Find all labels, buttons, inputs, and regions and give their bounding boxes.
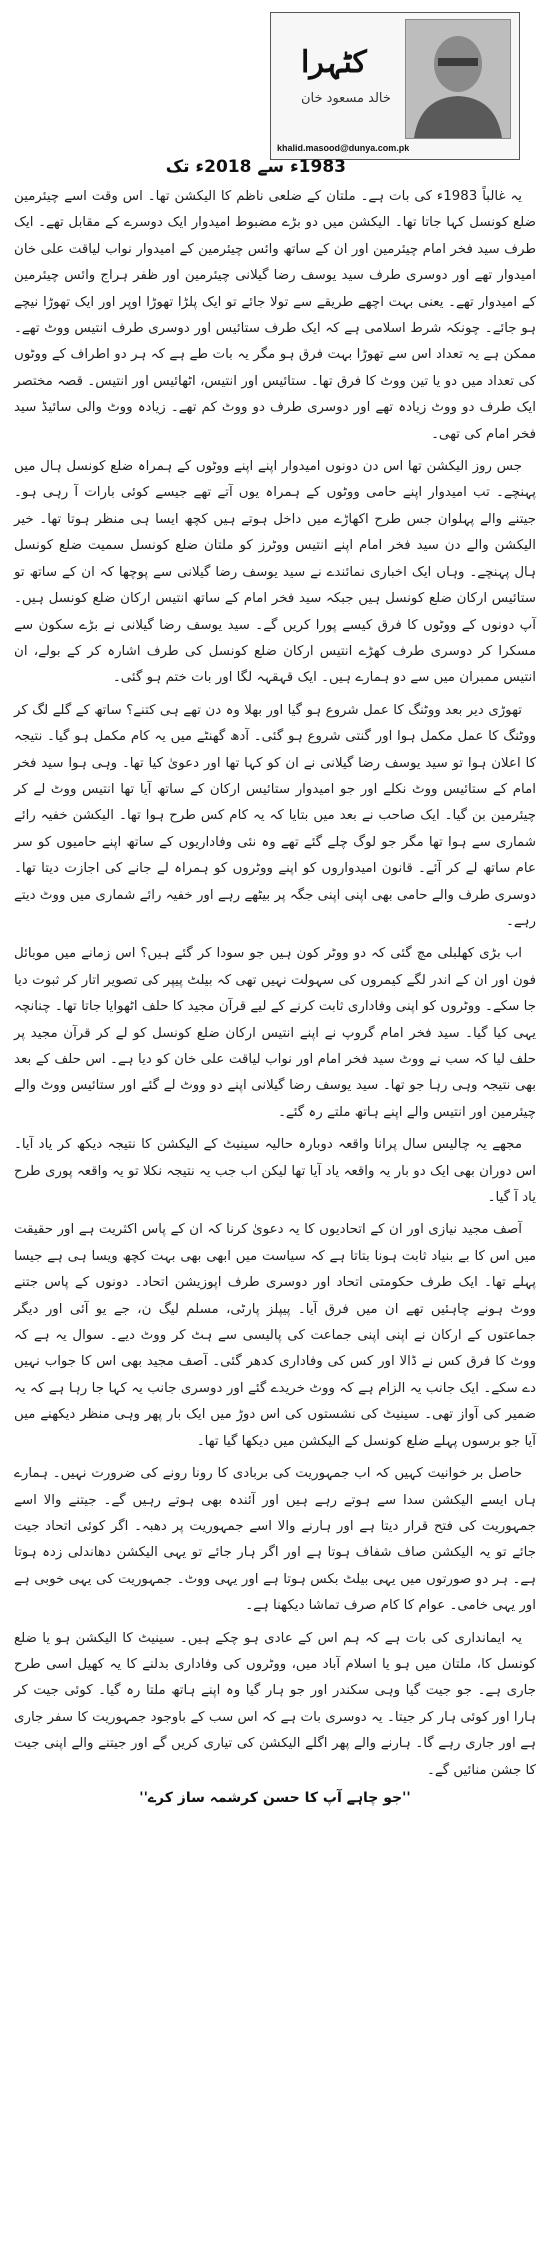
paragraph: مجھے یہ چالیس سال پرانا واقعہ دوبارہ حالیہ سینیٹ کے الیکشن کا نتیجہ دیکھ کر یاد آیا۔ اس دوران بھی ایک دو بار یہ واقعہ یاد آیا تھا لیکن اب جب یہ نتیجہ نکلا تو یہ واقعہ پوری طرح یاد آ گیا۔ (14, 1137, 536, 1206)
paragraph: یہ ایمانداری کی بات ہے کہ ہم اس کے عادی ہو چکے ہیں۔ سینیٹ کا الیکشن ہو یا ضلع کونسل کا، ملتان میں ہو یا اسلام آباد میں، ووٹروں کی وفاداری بدلنے کا یہ کھیل اسی طرح جاری ہے۔ جو جیت گیا وہی سکندر اور جو ہار گیا وہ اپنے ہاتھ ملتا رہ گیا۔ کوئی جیت کر ہارا اور کوئی ہار کر جیتا۔ یہ دوسری بات ہے کہ اس سب کے باوجود جمہوریت کا سفر جاری ہے اور جاری رہے گا۔ ہارنے والے پھر اگلے الیکشن کی تیاری کریں گے اور جیتنے والے اپنی جیت کا جشن منائیں گے۔ (14, 1630, 536, 1778)
paragraph: تھوڑی دیر بعد ووٹنگ کا عمل شروع ہو گیا اور بھلا وہ دن تھے ہی کتنے؟ ساتھ کے گلے لگ کر ووٹنگ کا عمل مکمل ہوا اور گنتی شروع ہو گئی۔ آدھ گھنٹے میں یہ کام مکمل ہو گیا۔ نتیجہ کا اعلان ہوا تو سید یوسف رضا گیلانی نے ان کو کہا تھا اور دعویٰ کیا تھا۔ وہی ہوا سید فخر امام کے ستائیس ووٹ نکلے اور جو امیدوار ستائیس ارکان کے ساتھ آیا تھا انتیس ووٹ لے کر چیئرمین بن گیا۔ ایک صاحب نے بعد میں بتایا کہ یہ کام کس طرح ہوا تھا۔ الیکشن خفیہ رائے شماری سے ہوا تھا مگر جو لوگ چلے گئے تھے وہ نئی وفاداریوں کے ساتھ اپنے حامیوں کو سر عام ساتھ لے کر آئے۔ قانون امیدواروں کو اپنے ووٹروں کو ہمراہ لے جانے کی اجازت دیتا تھا۔ دوسری طرف والے حامی بھی اپنی اپنی جگہ پر بیٹھے رہے اور خفیہ رائے شماری میں ووٹ دیتے رہے۔ (14, 702, 536, 929)
paragraph: حاصل بر خوانیت کہیں کہ اب جمہوریت کی بربادی کا رونا رونے کی ضرورت نہیں۔ ہمارے ہاں ایسے الیکشن سدا سے ہوتے رہے ہیں اور آئندہ بھی ہوتے رہیں گے۔ جیتنے والا اسے جمہوریت کی فتح قرار دیتا ہے اور ہارنے والا اسے جمہوریت پر دھبہ۔ اگر کوئی اتحاد جیت جائے تو یہ الیکشن صاف شفاف ہوتا ہے اور اگر ہار جائے تو یہی الیکشن دھاندلی زدہ ہوتا ہے۔ ہر دو صورتوں میں یہی بیلٹ بکس ہوتا ہے اور یہی ووٹ۔ جمہوریت کی یہی خوبی ہے اور یہی خامی۔ عوام کا کام صرف تماشا دیکھنا ہے۔ (14, 1466, 536, 1614)
headline: 1983ء سے 2018ء تک (165, 157, 346, 177)
paragraph: آصف مجید نیازی اور ان کے اتحادیوں کا یہ دعویٰ کرنا کہ ان کے پاس اکثریت ہے اور حقیقت میں اس کا بے بنیاد ثابت ہونا بتاتا ہے کہ سیاست میں ابھی بھی بہت کچھ ویسا ہی ہے جیسا پہلے تھا۔ ایک طرف حکومتی اتحاد اور دوسری طرف اپوزیشن اتحاد۔ دونوں کے پاس جتنے ووٹ ہونے چاہئیں تھے ان میں فرق آیا۔ پیپلز پارٹی، مسلم لیگ ن، جے یو آئی اور دیگر جماعتوں کے ارکان نے اپنی اپنی جماعت کی پالیسی سے ہٹ کر ووٹ دیے۔ سوال یہ ہے کہ ووٹ کا فرق کس نے ڈالا اور کس کی وفاداری کدھر گئی۔ آصف مجید بھی اس کا جواب نہیں دے سکے۔ ایک جانب یہ الزام ہے کہ ووٹ خریدے گئے اور دوسری جانب یہ کہا جا رہا ہے کہ یہ ضمیر کی آواز تھی۔ سینیٹ کی نشستوں کی اس دوڑ میں ایک بار پھر وہی منظر دیکھنے میں آیا جو برسوں پہلے ضلع کونسل کے الیکشن میں دیکھا گیا تھا۔ (14, 1222, 536, 1449)
author-portrait-icon (406, 20, 510, 138)
masthead (14, 8, 536, 176)
article-body (14, 184, 536, 1784)
closing-line: ''جو چاہے آپ کا حسن کرشمہ ساز کرے'' (139, 1789, 411, 1806)
column-logo (270, 12, 520, 160)
author-name: خالد مسعود خان (301, 91, 391, 106)
column-title: کٹہرا (301, 45, 367, 80)
author-email: khalid.masood@dunya.com.pk (277, 143, 410, 153)
paragraph: یہ غالباً 1983ء کی بات ہے۔ ملتان کے ضلعی ناظم کا الیکشن تھا۔ اس وقت اسے چیئرمین ضلع کونسل کہا جاتا تھا۔ الیکشن میں دو بڑے مضبوط امیدوار ایک دوسرے کے مقابل تھے۔ ایک طرف سید فخر امام چیئرمین اور ان کے ساتھ وائس چیئرمین کے امیدوار نواب لیاقت علی خان امیدوار تھے اور دوسری طرف سید یوسف رضا گیلانی چیئرمین اور ظفر ہراج وائس چیئرمین کے امیدوار تھے۔ یعنی بہت اچھے طریقے سے تولا جائے تو ایک پلڑا تھوڑا اوپر اور ایک تھوڑا نیچے ہو جائے۔ چونکہ شرط اسلامی ہے کہ ایک طرف ستائیس اور دوسری طرف انتیس ووٹ تھے۔ ممکن ہے یہ تعداد اس سے تھوڑا بہت فرق ہو مگر یہ بات طے ہے کہ ہر دو اطراف کے ووٹوں کی تعداد میں دو یا تین ووٹ کا فرق تھا۔ ستائیس اور انتیس، اٹھائیس اور انتیس۔ قصہ مختصر ایک طرف دو ووٹ زیادہ تھے اور دوسری طرف دو ووٹ کم تھے۔ زیادہ ووٹ والی سائیڈ سید فخر امام کی تھی۔ (14, 189, 536, 442)
paragraph: جس روز الیکشن تھا اس دن دونوں امیدوار اپنے اپنے ووٹوں کے ہمراہ ضلع کونسل ہال میں پہنچے۔ تب امیدوار اپنے حامی ووٹوں کے ہمراہ یوں آتے تھے جیسے کوئی بارات آ رہی ہو۔ جیتنے والے پہلوان جس طرح اکھاڑے میں داخل ہوتے ہیں کچھ ایسا ہی منظر ہوتا تھا۔ خیر الیکشن والے دن سید فخر امام اپنے انتیس ووٹرز کو ملتان ضلع کونسل سمیت ضلع کونسل ہال پہنچے۔ وہاں ایک اخباری نمائندے نے سید یوسف رضا گیلانی سے پوچھا کہ ان کے ساتھ تو ستائیس ارکان ضلع کونسل ہیں جبکہ سید فخر امام کے ساتھ انتیس ارکان ضلع کونسل ہیں۔ آپ دونوں کے ووٹوں کا فرق کیسے پورا کریں گے۔ سید یوسف رضا گیلانی نے بڑے سکون سے مسکرا کر دوسری طرف کھڑے انتیس ارکان ضلع کونسل کی طرف اشارہ کر کے بولے، ان انتیس ممبران میں سے دو ہمارے ہیں۔ ایک قہقہہ لگا اور بات ختم ہو گئی۔ (14, 459, 536, 686)
paragraph: اب بڑی کھلبلی مچ گئی کہ دو ووٹر کون ہیں جو سودا کر گئے ہیں؟ اس زمانے میں موبائل فون اور ان کے اندر لگے کیمروں کی سہولت نہیں تھی کہ بیلٹ پیپر کی تصویر اتار کر ثبوت دیا جا سکے۔ ووٹروں کو اپنی وفاداری ثابت کرنے کے لیے قرآن مجید کا حلف اٹھوایا جاتا تھا۔ چنانچہ یہی کیا گیا۔ سید فخر امام گروپ نے اپنے انتیس ارکان ضلع کونسل کو لے کر قرآن مجید پر حلف لیا کہ سب نے ووٹ سید فخر امام اور نواب لیاقت علی خان کو دیا ہے۔ اس حلف کے بعد بھی نتیجہ وہی رہا جو تھا۔ سید یوسف رضا گیلانی اپنے دو ووٹ لے گئے اور ستائیس ووٹ والے چیئرمین اور انتیس والے اپنے ہاتھ ملتے رہ گئے۔ (14, 946, 536, 1120)
author-photo (405, 19, 511, 139)
